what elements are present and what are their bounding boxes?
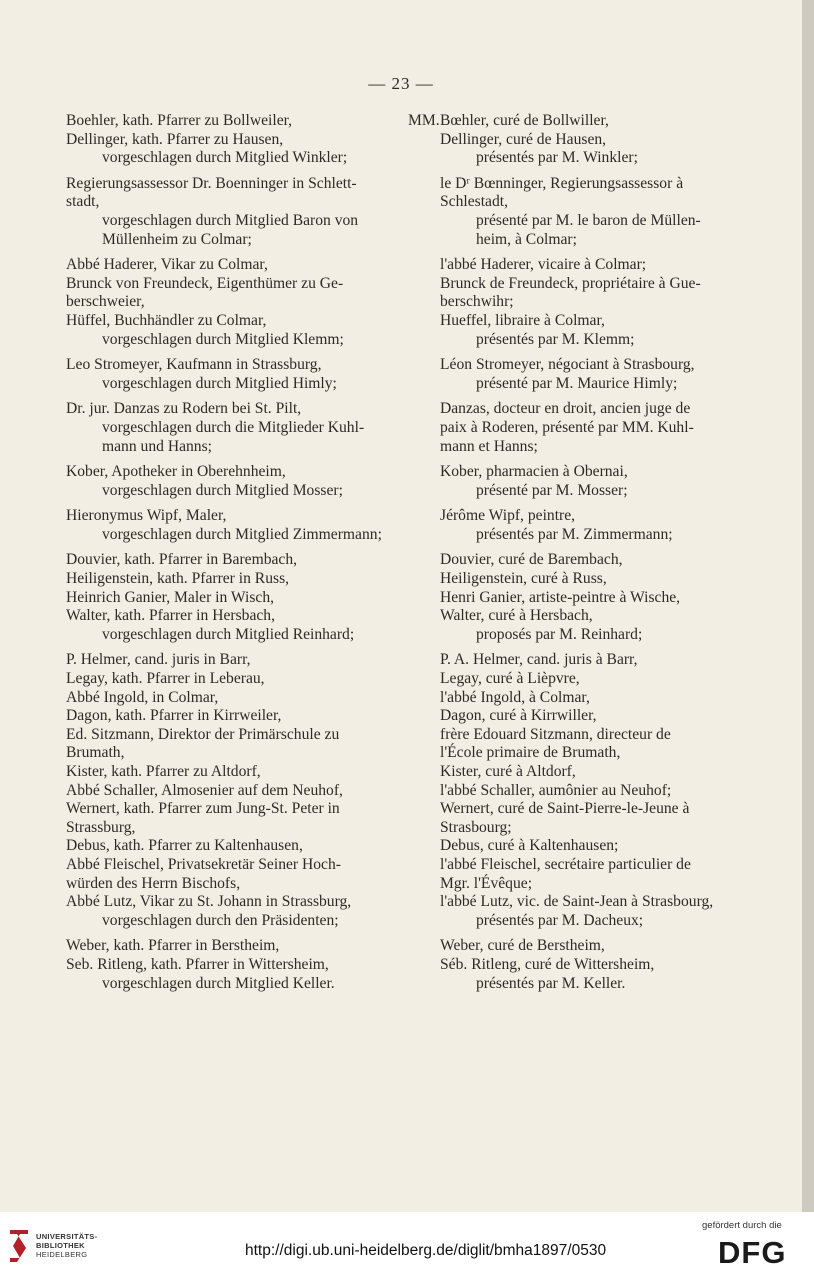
german-entry [66, 212, 376, 249]
german-entry [66, 589, 376, 608]
german-entry-line: Kober, Apotheker in Oberehnheim, [66, 463, 286, 481]
german-entry-line: vorgeschlagen durch Mitglied Klemm; [102, 330, 344, 348]
german-entry-line: stadt, [66, 193, 100, 211]
german-entry [66, 670, 376, 689]
french-entry [440, 837, 712, 856]
french-entry [440, 256, 712, 275]
german-entry-line: vorgeschlagen durch die Mitglieder Kuhl- [102, 418, 365, 436]
french-entry [440, 482, 712, 501]
german-entry-line: vorgeschlagen durch den Präsidenten; [102, 911, 339, 929]
french-entry-line: l'abbé Ingold, à Colmar, [440, 688, 590, 706]
french-entry-line: l'abbé Haderer, vicaire à Colmar; [440, 256, 647, 274]
french-entry-line: présentés par M. Zimmermann; [476, 525, 673, 543]
french-entry [440, 331, 712, 350]
french-entry-line: Hueffel, libraire à Colmar, [440, 311, 605, 329]
french-entry [440, 707, 712, 726]
french-entry [440, 956, 712, 975]
german-entry-line: vorgeschlagen durch Mitglied Reinhard; [102, 625, 355, 643]
dfg-logo-text: DFG [718, 1236, 787, 1266]
french-entry-line: Douvier, curé de Barembach, [440, 551, 623, 569]
german-entry [66, 356, 376, 375]
german-entry-line: Heinrich Ganier, Maler in Wisch, [66, 588, 275, 606]
german-entry [66, 912, 376, 931]
german-entry-line: Abbé Fleischel, Privatsekretär Seiner Hoch- [66, 855, 341, 873]
french-entry [440, 526, 712, 545]
german-entry [66, 689, 376, 708]
german-entry-line: Wernert, kath. Pfarrer zum Jung-St. Peter in [66, 800, 340, 818]
french-entry-line: Wernert, curé de Saint-Pierre-le-Jeune à [440, 800, 690, 818]
german-entry-line: Leo Stromeyer, Kaufmann in Strassburg, [66, 356, 322, 374]
french-entry-line: Legay, curé à Lièpvre, [440, 670, 580, 688]
french-entry-line: l'École primaire de Brumath, [440, 744, 621, 762]
french-entry [440, 856, 712, 893]
french-entry [440, 937, 712, 956]
german-entry-line: Douvier, kath. Pfarrer in Barembach, [66, 551, 298, 569]
library-name-line2: BIBLIOTHEK [36, 1241, 85, 1250]
german-entry-line: vorgeschlagen durch Mitglied Winkler; [102, 149, 348, 167]
french-entry [440, 375, 712, 394]
french-entry-line: Heiligenstein, curé à Russ, [440, 570, 607, 588]
german-entry-line: vorgeschlagen durch Mitglied Baron von [102, 211, 359, 229]
german-entry [66, 937, 376, 956]
german-entry [66, 975, 376, 994]
footer-bar [0, 1212, 814, 1272]
french-entry [440, 975, 712, 994]
french-entry [440, 589, 712, 608]
german-entry-line: Müllenheim zu Colmar; [102, 230, 252, 248]
french-entry [440, 763, 712, 782]
german-entry-line: Brumath, [66, 744, 125, 762]
german-entry-line: berschweier, [66, 293, 145, 311]
french-entry-line: Jérôme Wipf, peintre, [440, 507, 576, 525]
french-entry-line: Dellinger, curé de Hausen, [440, 130, 607, 148]
german-entry-line: würden des Herrn Bischofs, [66, 874, 241, 892]
german-entry-line: Boehler, kath. Pfarrer zu Bollweiler, [66, 112, 293, 129]
german-entry-line: vorgeschlagen durch Mitglied Mosser; [102, 481, 343, 499]
french-entry-line: présentés par M. Klemm; [476, 330, 635, 348]
german-entry-line: vorgeschlagen durch Mitglied Keller. [102, 974, 335, 992]
german-entry-line: Strassburg, [66, 818, 136, 836]
german-entry [66, 763, 376, 782]
french-entry [440, 607, 712, 626]
german-entry-line: Walter, kath. Pfarrer in Hersbach, [66, 607, 275, 625]
french-entry [440, 131, 712, 150]
french-entry [440, 212, 712, 249]
french-entry-line: Brunck de Freundeck, propriétaire à Gue- [440, 274, 701, 292]
german-entry [66, 112, 376, 131]
german-entry-line: Kister, kath. Pfarrer zu Altdorf, [66, 763, 261, 780]
french-entry-line: Strasbourg; [440, 818, 512, 836]
french-entry-line: Séb. Ritleng, curé de Wittersheim, [440, 955, 655, 973]
german-entry [66, 482, 376, 501]
german-entry-line: Regierungsassessor Dr. Boenninger in Schlett- [66, 174, 357, 192]
german-entry [66, 551, 376, 570]
german-entry-line: Brunck von Freundeck, Eigenthümer zu Ge- [66, 274, 344, 292]
german-entry [66, 256, 376, 275]
french-entry-line: Schlestadt, [440, 193, 508, 211]
dfg-logo-icon [718, 1236, 804, 1266]
page-edge [802, 0, 814, 1212]
french-entry-line: proposés par M. Reinhard; [476, 625, 643, 643]
german-entry [66, 419, 376, 456]
german-entry [66, 275, 376, 312]
german-entry [66, 375, 376, 394]
french-entry [440, 782, 712, 801]
german-entry-line: Legay, kath. Pfarrer in Leberau, [66, 670, 265, 688]
french-entry [440, 400, 712, 456]
german-entry-line: P. Helmer, cand. juris in Barr, [66, 651, 251, 669]
german-entry [66, 726, 376, 763]
french-entry-line: présenté par M. le baron de Müllen- [476, 211, 701, 229]
german-entry [66, 956, 376, 975]
german-entry [66, 837, 376, 856]
french-entry [440, 275, 712, 312]
french-entry-line: Mgr. l'Évêque; [440, 874, 533, 892]
french-column [440, 112, 712, 993]
library-emblem-icon [8, 1228, 30, 1264]
german-entry [66, 331, 376, 350]
german-entry-line: Debus, kath. Pfarrer zu Kaltenhausen, [66, 837, 303, 855]
french-entry [440, 463, 712, 482]
french-entry-line: l'abbé Schaller, aumônier au Neuhof; [440, 781, 672, 799]
french-entry-line: P. A. Helmer, cand. juris à Barr, [440, 651, 638, 669]
french-entry-line: berschwihr; [440, 293, 514, 311]
french-entry-line: mann et Hanns; [440, 437, 538, 455]
french-entry [440, 175, 712, 212]
german-entry [66, 507, 376, 526]
german-entry [66, 607, 376, 626]
french-entry [440, 912, 712, 931]
french-entry [440, 312, 712, 331]
german-entry-line: Ed. Sitzmann, Direktor der Primärschule zu [66, 725, 340, 743]
german-entry [66, 782, 376, 801]
french-entry-line: Walter, curé à Hersbach, [440, 607, 593, 625]
library-logo [6, 1222, 116, 1268]
french-entry-line: l'abbé Lutz, vic. de Saint-Jean à Strasbourg, [440, 893, 714, 911]
german-entry-line: Dellinger, kath. Pfarrer zu Hausen, [66, 130, 284, 148]
french-entry-line: Weber, curé de Berstheim, [440, 937, 605, 955]
french-entry-line: Debus, curé à Kaltenhausen; [440, 837, 619, 855]
french-entry [440, 670, 712, 689]
french-entry [440, 800, 712, 837]
french-entry-line: Kober, pharmacien à Obernai, [440, 463, 628, 481]
german-entry [66, 856, 376, 893]
french-entry-line: Henri Ganier, artiste-peintre à Wische, [440, 588, 681, 606]
french-entry [440, 651, 712, 670]
french-entry [440, 149, 712, 168]
library-name-line3: HEIDELBERG [36, 1250, 88, 1259]
french-entry-line: présentés par M. Winkler; [476, 149, 638, 167]
library-name-line1: UNIVERSITÄTS- [36, 1232, 98, 1241]
french-entry-line: heim, à Colmar; [476, 230, 577, 248]
french-entry-line: présentés par M. Keller. [476, 974, 626, 992]
mm-prefix: MM. [408, 112, 440, 129]
german-entry-line: mann und Hanns; [102, 437, 213, 455]
french-entry-line: frère Edouard Sitzmann, directeur de [440, 725, 671, 743]
german-entry [66, 131, 376, 150]
german-column [66, 112, 382, 993]
german-entry [66, 651, 376, 670]
page-number: — 23 — [368, 74, 434, 93]
french-entry-line: Bœhler, curé de Bollwiller, [440, 112, 609, 129]
french-entry [440, 112, 712, 131]
french-entry [440, 626, 712, 645]
french-entry-line: présentés par M. Dacheux; [476, 911, 644, 929]
german-entry-line: Weber, kath. Pfarrer in Berstheim, [66, 937, 280, 955]
german-entry-line: Hieronymus Wipf, Maler, [66, 507, 227, 525]
german-entry [66, 463, 376, 482]
french-entry [440, 356, 712, 375]
french-entry-line: présenté par M. Maurice Himly; [476, 374, 678, 392]
german-entry-line: Dr. jur. Danzas zu Rodern bei St. Pilt, [66, 400, 302, 418]
german-entry [66, 707, 376, 726]
german-entry [66, 149, 376, 168]
french-entry-line: paix à Roderen, présenté par MM. Kuhl- [440, 418, 694, 436]
french-entry-line: Danzas, docteur en droit, ancien juge de [440, 400, 691, 418]
funded-by-label: gefördert durch die [702, 1220, 782, 1231]
german-entry [66, 175, 376, 212]
french-entry [440, 689, 712, 708]
french-entry [440, 507, 712, 526]
french-entry-line: Léon Stromeyer, négociant à Strasbourg, [440, 356, 695, 374]
german-entry [66, 570, 376, 589]
german-entry-line: Abbé Ingold, in Colmar, [66, 688, 219, 706]
french-entry-line: Kister, curé à Altdorf, [440, 763, 576, 780]
german-entry-line: Seb. Ritleng, kath. Pfarrer in Wittersheim, [66, 955, 329, 973]
german-entry-line: Abbé Schaller, Almosenier auf dem Neuhof, [66, 781, 343, 799]
german-entry-line: Dagon, kath. Pfarrer in Kirrweiler, [66, 707, 282, 725]
german-entry [66, 400, 376, 419]
french-entry-line: Dagon, curé à Kirrwiller, [440, 707, 597, 725]
french-entry-line: l'abbé Fleischel, secrétaire particulier de [440, 855, 691, 873]
german-entry-line: Abbé Lutz, Vikar zu St. Johann in Strassburg, [66, 893, 352, 911]
german-entry-line: vorgeschlagen durch Mitglied Zimmermann; [102, 525, 382, 543]
german-entry [66, 893, 376, 912]
french-entry-line: le Dʳ Bœnninger, Regierungsassessor à [440, 174, 684, 192]
french-entry [440, 551, 712, 570]
german-entry [66, 525, 382, 545]
german-entry-line: Hüffel, Buchhändler zu Colmar, [66, 311, 267, 329]
french-entry-line: présenté par M. Mosser; [476, 481, 628, 499]
french-entry [440, 893, 712, 912]
german-entry-line: Abbé Haderer, Vikar zu Colmar, [66, 256, 268, 274]
german-entry [66, 312, 376, 331]
german-entry-line: Heiligenstein, kath. Pfarrer in Russ, [66, 570, 290, 588]
german-entry-line: vorgeschlagen durch Mitglied Himly; [102, 374, 337, 392]
french-entry [440, 726, 712, 763]
french-entry [440, 570, 712, 589]
german-entry [66, 626, 376, 645]
permalink-url[interactable]: http://digi.ub.uni-heidelberg.de/diglit/bmha1897/0530 [245, 1242, 607, 1259]
german-entry [66, 800, 376, 837]
